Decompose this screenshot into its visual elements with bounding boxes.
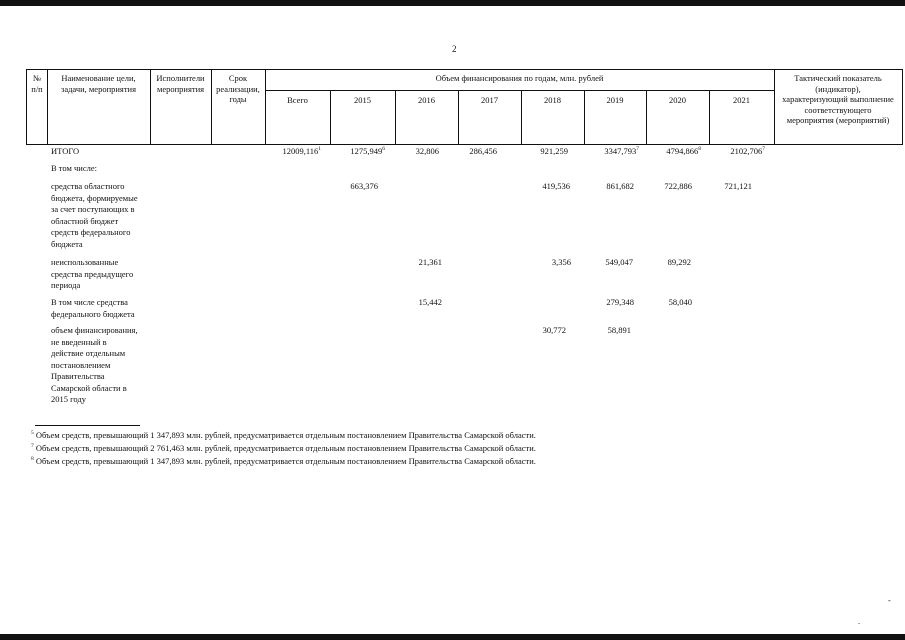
table-cell-2019: 549,047 (605, 257, 633, 267)
table-top-border (26, 69, 902, 70)
header-year-total: Всего (287, 95, 308, 105)
header-year-2020: 2020 (669, 95, 686, 105)
table-header-bottom-border (26, 144, 902, 145)
table-row-label: В том числе: (51, 163, 97, 173)
table-cell-2015: 663,376 (350, 181, 378, 191)
scan-mark: . (858, 617, 860, 626)
header-term: Срок реализации, годы (216, 73, 260, 104)
table-cell-2019: 3347,793$^7$ (604, 146, 639, 156)
table-cell-2019: 279,348 (606, 297, 634, 307)
table-cell-2020: 58,040 (668, 297, 692, 307)
header-year-2017: 2017 (481, 95, 498, 105)
header-indicator: Тактический показатель (индикатор), характеризующий выполнение соответствующего мероприятия (мероприятий) (782, 73, 894, 125)
table-cell-total: 12009,116$^1$ (282, 146, 321, 156)
table-cell-2021: 2102,706$^7$ (730, 146, 765, 156)
header-executors: Исполнители мероприятия (156, 73, 205, 94)
table-row-label: неиспользованные средства предыдущего периода (51, 257, 134, 290)
footnote-separator (35, 425, 140, 426)
table-cell-2016: 21,361 (418, 257, 442, 267)
header-year-2021: 2021 (733, 95, 750, 105)
footnote: $^7$ Объем средств, превышающий 2 761,463 млн. рублей, предусматривается отдельным постановлением Правительства Самарской области. (31, 443, 536, 453)
table-cell-2016: 15,442 (418, 297, 442, 307)
table-cell-2018: 921,259 (540, 146, 568, 156)
table-row-label: В том числе средства федерального бюджета (51, 297, 135, 319)
table-cell-2019: 861,682 (606, 181, 634, 191)
footnote: $^5$ Объем средств, превышающий 1 347,893 млн. рублей, предусматривается отдельным постановлением Правительства Самарской области. (31, 430, 536, 440)
table-row-label: ИТОГО (51, 146, 80, 156)
table-cell-2020: 89,292 (667, 257, 691, 267)
table-row-label: средства областного бюджета, формируемые за счет поступающих в областной бюджет средств федерального бюджета (51, 181, 138, 249)
table-cell-2020: 722,886 (664, 181, 692, 191)
table-cell-2021: 721,121 (724, 181, 752, 191)
footnote: $^8$ Объем средств, превышающий 1 347,893 млн. рублей, предусматривается отдельным постановлением Правительства Самарской области. (31, 456, 536, 466)
table-cell-2019: 58,891 (607, 325, 631, 335)
col-border (902, 69, 903, 145)
top-scan-border (0, 0, 905, 6)
table-cell-2018: 3,356 (551, 257, 571, 267)
table-row-label: объем финансирования, не введенный в действие отдельным постановлением Правительства Самарской области в 2015 году (51, 325, 138, 404)
table-cell-2018: 30,772 (542, 325, 566, 335)
scan-mark: - (888, 596, 891, 605)
table-cell-2020: 4794,866$^8$ (666, 146, 701, 156)
header-year-2016: 2016 (418, 95, 435, 105)
bottom-scan-border (0, 634, 905, 640)
page-number: 2 (452, 44, 457, 54)
table-cell-2016: 32,806 (415, 146, 439, 156)
table-cell-2017: 286,456 (469, 146, 497, 156)
header-name: Наименование цели, задачи, мероприятия (60, 73, 137, 94)
year-header-divider (265, 90, 774, 91)
header-year-2018: 2018 (544, 95, 561, 105)
header-year-2015: 2015 (354, 95, 371, 105)
header-year-2019: 2019 (606, 95, 624, 105)
table-cell-2015: 1275,949$^6$ (350, 146, 385, 156)
table-cell-2018: 419,536 (542, 181, 570, 191)
header-num: № п/п (31, 73, 43, 94)
header-funding: Объем финансирования по годам, млн. рублей (435, 73, 604, 83)
